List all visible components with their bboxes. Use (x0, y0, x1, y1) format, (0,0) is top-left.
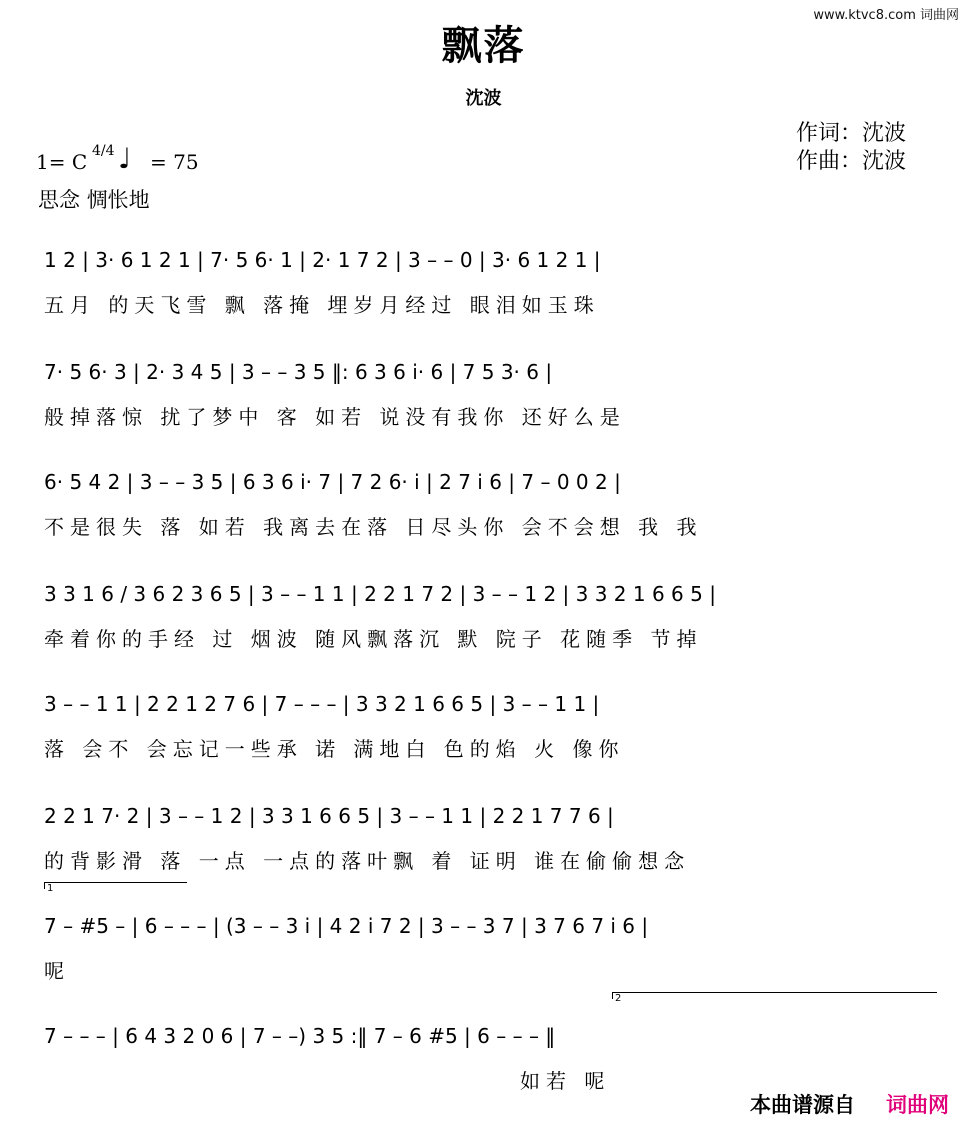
notation-line: 6· 5 4 2 | 3 – – 3 5 | 6 3 6 i· 7 | 7 2 6· i | 2 7 i 6 | 7 – 0 0 2 | (44, 470, 621, 494)
song-title: 飘落 (441, 22, 526, 69)
lyrics-line: 般掉落惊 扰了梦中 客 如若 说没有我你 还好么是 (44, 404, 626, 429)
lyrics-line: 的背影滑 落 一点 一点的落叶飘 着 证明 谁在偷偷想念 (44, 848, 691, 873)
score-line-3 (0, 462, 967, 552)
score-line-7 (0, 883, 967, 996)
notation-line: 7 – – – | 6 4 3 2 0 6 | 7 – –) 3 5 :‖ 7 – 6 #5 | 6 – – – ‖ (44, 1024, 556, 1048)
lyricist-credit: 作词：沈波 (796, 121, 907, 146)
tempo-marking: = 75 (150, 150, 199, 174)
lyrics-line: 落 会不 会忘记一些承 诺 满地白 色的焰 火 像你 (44, 736, 625, 761)
notation-line: 1 2 | 3· 6 1 2 1 | 7· 5 6· 1 | 2· 1 7 2 | 3 – – 0 | 3· 6 1 2 1 | (44, 248, 601, 272)
notation-line: 7 – #5 – | 6 – – – | (3 – – 3 i | 4 2 i 7 2 | 3 – – 3 7 | 3 7 6 7 i 6 | (44, 914, 649, 938)
score-line-4 (0, 574, 967, 664)
quarter-note-icon: ♩ (118, 142, 132, 175)
singer-name: 沈波 (465, 88, 502, 109)
notation-line: 3 – – 1 1 | 2 2 1 2 7 6 | 7 – – – | 3 3 2 1 6 6 5 | 3 – – 1 1 | (44, 692, 600, 716)
source-credit: 本曲谱源自 (750, 1093, 855, 1117)
lyrics-line: 呢 (44, 958, 70, 983)
composer-credit: 作曲：沈波 (796, 149, 907, 174)
lyrics-line: 不是很失 落 如若 我离去在落 日尽头你 会不会想 我 我 (44, 514, 703, 539)
notation-line: 2 2 1 7· 2 | 3 – – 1 2 | 3 3 1 6 6 5 | 3 – – 1 1 | 2 2 1 7 7 6 | (44, 804, 614, 828)
volta-bracket-2: 2 (612, 992, 937, 999)
expression-marking: 思念 惆怅地 (38, 188, 150, 212)
notation-line: 7· 5 6· 3 | 2· 3 4 5 | 3 – – 3 5 ‖: 6 3 6 i· 6 | 7 5 3· 6 | (44, 360, 553, 384)
notation-line: 3 3 1 6 / 3 6 2 3 6 5 | 3 – – 1 1 | 2 2 1 7 2 | 3 – – 1 2 | 3 3 2 1 6 6 5 | (44, 582, 716, 606)
score-line-5 (0, 684, 967, 774)
score-line-2 (0, 352, 967, 442)
score-line-6 (0, 796, 967, 886)
source-site-link[interactable]: 词曲网 (886, 1093, 949, 1117)
time-signature: 4/4 (92, 143, 115, 159)
lyrics-line: 五月 的天飞雪 飘 落掩 埋岁月经过 眼泪如玉珠 (44, 292, 600, 317)
volta-bracket-1: 1 (44, 882, 187, 889)
lyrics-line: 如若 呢 (520, 1068, 611, 1093)
key-signature: 1= C (36, 150, 88, 174)
lyrics-line: 牵着你的手经 过 烟波 随风飘落沉 默 院子 花随季 节掉 (44, 626, 703, 651)
site-watermark: www.ktvc8.com 词曲网 (813, 8, 959, 23)
score-line-1 (0, 240, 967, 330)
